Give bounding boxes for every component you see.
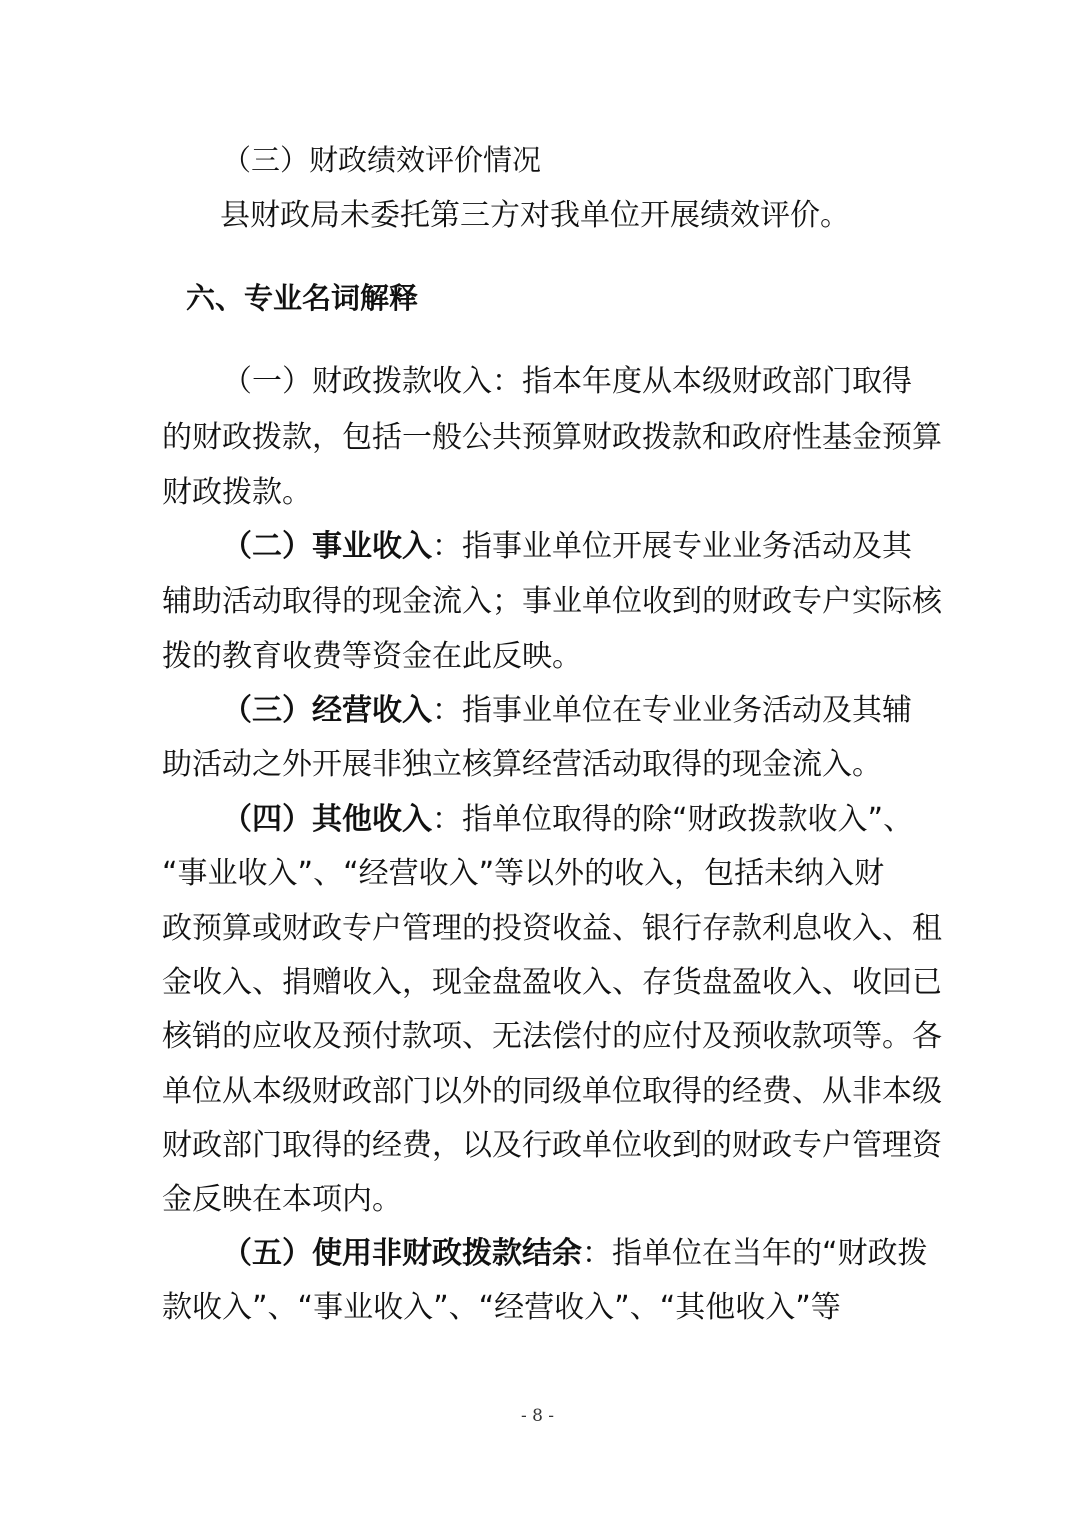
term-4-line-4: 金收入、捐赠收入，现金盘盈收入、存货盘盈收入、收回已 [162, 965, 942, 1000]
term-1-text: ：指本年度从本级财政部门取得 [492, 364, 912, 399]
term-4-line-6: 单位从本级财政部门以外的同级单位取得的经费、从非本级 [162, 1074, 942, 1109]
term-3-label: （三）经营收入 [222, 693, 432, 728]
term-2-line-3: 拨的教育收费等资金在此反映。 [162, 639, 582, 674]
term-3-line-1 [222, 691, 912, 731]
term-1-line-1 [222, 362, 912, 402]
term-1-line-2: 的财政拨款，包括一般公共预算财政拨款和政府性基金预算 [162, 420, 942, 455]
term-2-line-2: 辅助活动取得的现金流入；事业单位收到的财政专户实际核 [162, 584, 942, 619]
term-4-line-1 [222, 800, 913, 840]
term-2-line-1 [222, 527, 912, 567]
term-5-line-2: 款收入”、“事业收入”、“经营收入”、“其他收入”等 [162, 1290, 841, 1325]
page-number: - 8 - [520, 1406, 555, 1426]
term-1-line-3: 财政拨款。 [162, 475, 312, 510]
term-4-line-5: 核销的应收及预付款项、无法偿付的应付及预收款项等。各 [162, 1019, 942, 1054]
term-4-line-2: “事业收入”、“经营收入”等以外的收入，包括未纳入财 [162, 856, 885, 891]
section-3-body: 县财政局未委托第三方对我单位开展绩效评价。 [220, 198, 850, 233]
term-5-label: （五）使用非财政拨款结余 [222, 1236, 582, 1271]
term-4-line-3: 政预算或财政专户管理的投资收益、银行存款利息收入、租 [162, 911, 942, 946]
term-4-line-8: 金反映在本项内。 [162, 1182, 402, 1217]
term-4-text: ：指单位取得的除“财政拨款收入”、 [432, 802, 914, 837]
term-3-line-2: 助活动之外开展非独立核算经营活动取得的现金流入。 [162, 747, 882, 782]
term-2-text: ：指事业单位开展专业业务活动及其 [432, 529, 912, 564]
section-3-title: （三）财政绩效评价情况 [222, 143, 542, 177]
term-5-line-1 [222, 1234, 928, 1274]
term-3-text: ：指事业单位在专业业务活动及其辅 [432, 693, 912, 728]
term-2-label: （二）事业收入 [222, 529, 432, 564]
term-4-line-7: 财政部门取得的经费，以及行政单位收到的财政专户管理资 [162, 1128, 942, 1163]
term-4-label: （四）其他收入 [222, 802, 432, 837]
section-6-title: 六、专业名词解释 [186, 281, 419, 315]
term-5-text: ：指单位在当年的“财政拨 [582, 1236, 928, 1271]
term-1-label: （一）财政拨款收入 [222, 364, 492, 399]
